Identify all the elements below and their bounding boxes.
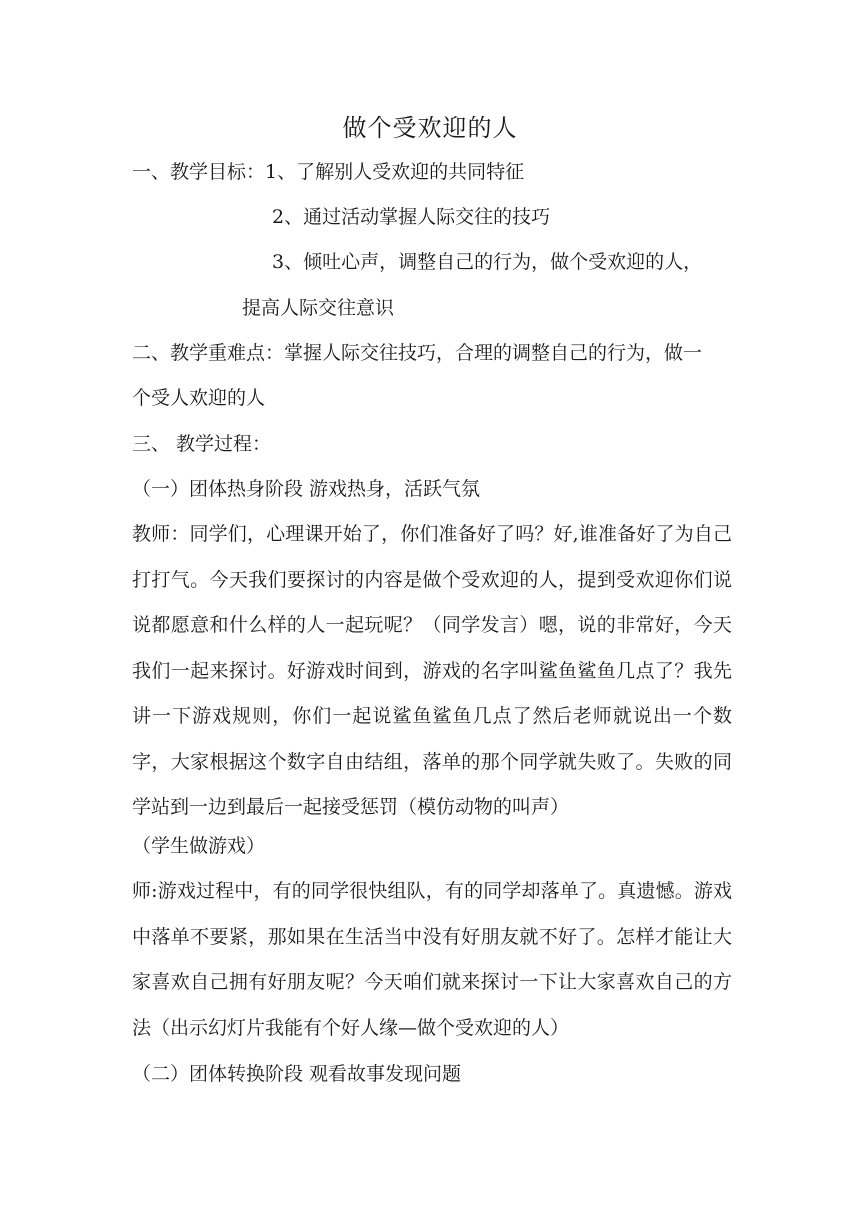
stage2-heading: （二）团体转换阶段 观看故事发现问题 bbox=[132, 1063, 462, 1085]
objectives-heading: 一、教学目标：1、了解别人受欢迎的共同特征 bbox=[132, 161, 525, 183]
objective-item-2: 2、通过活动掌握人际交往的技巧 bbox=[272, 206, 551, 228]
stage1-heading: （一）团体热身阶段 游戏热身，活跃气氛 bbox=[132, 478, 481, 500]
document-title: 做个受欢迎的人 bbox=[342, 114, 518, 142]
objective-item-3: 3、倾吐心声，调整自己的行为，做个受欢迎的人， bbox=[272, 251, 703, 273]
objective-item-3-continued: 提高人际交往意识 bbox=[242, 297, 395, 319]
process-heading: 三、 教学过程： bbox=[132, 433, 272, 455]
stage1-teacher-paragraph: 教师：同学们，心理课开始了，你们准备好了吗？好,谁准备好了为自己打打气。今天我们要探讨的内容是做个受欢迎的人，提到受欢迎你们说说都愿意和什么样的人一起玩呢？（同学发言）嗯，说的非常好，今天我们一起来探讨。好游戏时间到，游戏的名字叫鲨鱼鲨鱼几点了？我先讲一下游戏规则，你们一起说鲨鱼鲨鱼几点了然后老师就说出一个数字，大家根据这个数字自由结组，落单的那个同学就失败了。失败的同学站到一边到最后一起接受惩罚（模仿动物的叫声） bbox=[132, 523, 732, 818]
student-action: （学生做游戏） bbox=[132, 835, 266, 857]
keypoints-line-1: 二、教学重难点：掌握人际交往技巧，合理的调整自己的行为，做一 bbox=[132, 342, 703, 364]
keypoints-line-2: 个受人欢迎的人 bbox=[132, 387, 266, 409]
stage1-teacher-paragraph-2: 师:游戏过程中，有的同学很快组队，有的同学却落单了。真遗憾。游戏中落单不要紧，那如果在生活当中没有好朋友就不好了。怎样才能让大家喜欢自己拥有好朋友呢？今天咱们就来探讨一下让大家喜欢自己的方法（出示幻灯片我能有个好人缘—做个受欢迎的人） bbox=[132, 880, 732, 1039]
